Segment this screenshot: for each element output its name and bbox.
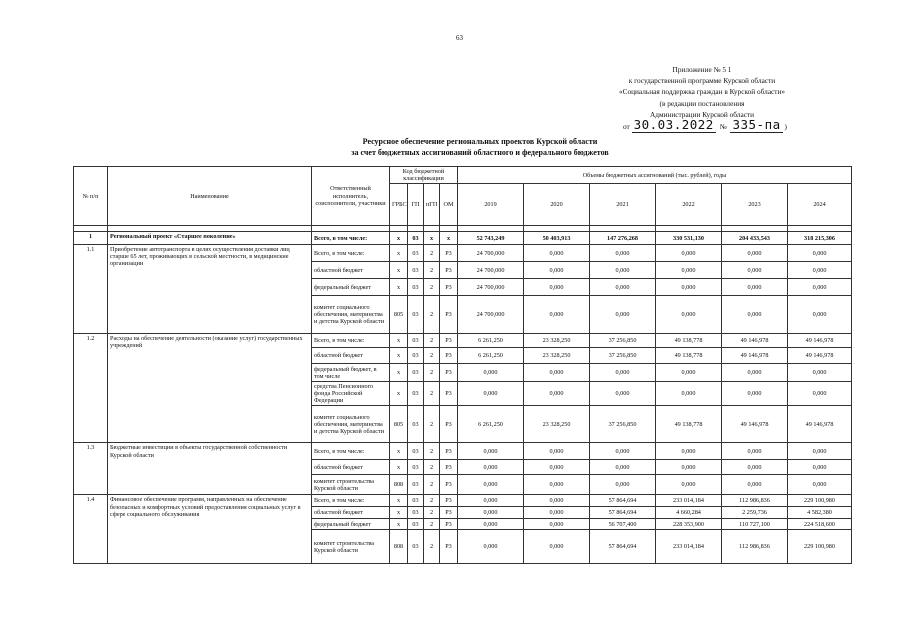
value-cell: 0,000: [524, 460, 590, 475]
code-grbs: 805: [390, 296, 408, 334]
row-number: 1.1: [74, 245, 108, 334]
value-cell: 0,000: [590, 262, 656, 279]
page-number: 63: [456, 34, 463, 42]
value-cell: 330 531,130: [656, 232, 722, 245]
appendix-line: к государственной программе Курской области: [628, 76, 776, 86]
code-grbs: х: [390, 334, 408, 348]
row-name: Финансовое обеспечение программ, направленных на обеспечение безопасных и комфортных условий предоставления социальных услуг в сфере социального обслуживания: [108, 495, 312, 564]
value-cell: 0,000: [524, 382, 590, 406]
code-pgp: 2: [424, 334, 440, 348]
value-cell: 0,000: [788, 382, 852, 406]
code-gp: 03: [408, 475, 424, 495]
header-responsible: Ответственный исполнитель, соисполнители, участники: [312, 167, 390, 226]
code-om: P3: [440, 364, 458, 382]
value-cell: 49 146,978: [788, 406, 852, 443]
code-grbs: х: [390, 245, 408, 262]
responsible-cell: комитет строительства Курской области: [312, 475, 390, 495]
row-name: Бюджетные инвестиции в объекты государственной собственности Курской области: [108, 443, 312, 495]
resolution-number: 335-па: [732, 117, 781, 132]
value-cell: 57 864,694: [590, 495, 656, 507]
value-cell: 49 138,778: [656, 334, 722, 348]
code-pgp: 2: [424, 348, 440, 364]
code-gp: 03: [408, 495, 424, 507]
appendix-block: [577, 64, 827, 120]
row-number: 1.3: [74, 443, 108, 495]
code-pgp: 2: [424, 443, 440, 460]
date-prefix: от: [623, 122, 630, 131]
value-cell: 0,000: [656, 475, 722, 495]
value-cell: 23 328,250: [524, 334, 590, 348]
code-grbs: х: [390, 348, 408, 364]
value-cell: 49 146,978: [788, 334, 852, 348]
value-cell: 0,000: [788, 460, 852, 475]
code-gp: 03: [408, 232, 424, 245]
header-num: № п/п: [74, 167, 108, 226]
value-cell: 6 261,250: [458, 334, 524, 348]
value-cell: 49 138,778: [656, 348, 722, 364]
value-cell: 228 353,900: [656, 519, 722, 530]
code-grbs: х: [390, 460, 408, 475]
value-cell: 0,000: [524, 495, 590, 507]
value-cell: 24 700,000: [458, 296, 524, 334]
header-year: 2022: [656, 184, 722, 226]
value-cell: 0,000: [590, 279, 656, 296]
value-cell: 0,000: [524, 519, 590, 530]
value-cell: 0,000: [656, 460, 722, 475]
code-gp: 03: [408, 406, 424, 443]
responsible-cell: Всего, в том числе:: [312, 232, 390, 245]
responsible-cell: областной бюджет: [312, 262, 390, 279]
value-cell: 0,000: [524, 475, 590, 495]
header-year: 2024: [788, 184, 852, 226]
responsible-cell: Всего, в том числе:: [312, 495, 390, 507]
code-om: P3: [440, 507, 458, 519]
code-om: P3: [440, 279, 458, 296]
value-cell: 0,000: [788, 296, 852, 334]
header-year: 2020: [524, 184, 590, 226]
value-cell: 23 328,250: [524, 406, 590, 443]
value-cell: 0,000: [458, 519, 524, 530]
responsible-cell: федеральный бюджет: [312, 519, 390, 530]
code-gp: 03: [408, 348, 424, 364]
code-om: х: [440, 232, 458, 245]
number-prefix: №: [719, 122, 727, 131]
code-pgp: 2: [424, 495, 440, 507]
code-grbs: х: [390, 507, 408, 519]
value-cell: 147 276,268: [590, 232, 656, 245]
responsible-cell: областной бюджет: [312, 348, 390, 364]
value-cell: 0,000: [524, 296, 590, 334]
appendix-line: Приложение № 5 1: [672, 65, 732, 74]
value-cell: 0,000: [788, 279, 852, 296]
row-number: 1: [74, 232, 108, 245]
value-cell: 52 743,249: [458, 232, 524, 245]
code-pgp: х: [424, 232, 440, 245]
header-code-col: ГРБС: [390, 184, 408, 226]
value-cell: 0,000: [722, 364, 788, 382]
value-cell: 23 328,250: [524, 348, 590, 364]
value-cell: 0,000: [656, 296, 722, 334]
value-cell: 0,000: [722, 262, 788, 279]
code-om: P3: [440, 348, 458, 364]
value-cell: 0,000: [590, 245, 656, 262]
value-cell: 110 727,100: [722, 519, 788, 530]
value-cell: 0,000: [788, 364, 852, 382]
value-cell: 4 660,284: [656, 507, 722, 519]
responsible-cell: Всего, в том числе:: [312, 334, 390, 348]
code-om: P3: [440, 530, 458, 564]
value-cell: 0,000: [458, 382, 524, 406]
code-om: P3: [440, 406, 458, 443]
code-grbs: 805: [390, 406, 408, 443]
value-cell: 49 146,978: [722, 334, 788, 348]
appendix-line: «Социальная поддержка граждан в Курской области»: [618, 87, 786, 97]
value-cell: 57 864,694: [590, 507, 656, 519]
responsible-cell: комитет социального обеспечения, материнства и детства Курской области: [312, 406, 390, 443]
value-cell: 56 707,400: [590, 519, 656, 530]
code-om: P3: [440, 262, 458, 279]
value-cell: 6 261,250: [458, 348, 524, 364]
value-cell: 112 986,836: [722, 495, 788, 507]
value-cell: 0,000: [788, 245, 852, 262]
resolution-date-line: [623, 117, 787, 133]
code-gp: 03: [408, 530, 424, 564]
value-cell: 0,000: [656, 262, 722, 279]
code-grbs: 808: [390, 475, 408, 495]
code-om: P3: [440, 495, 458, 507]
value-cell: 37 256,850: [590, 406, 656, 443]
value-cell: 233 014,184: [656, 495, 722, 507]
code-pgp: 2: [424, 279, 440, 296]
value-cell: 49 146,978: [788, 348, 852, 364]
code-om: P3: [440, 245, 458, 262]
value-cell: 4 582,380: [788, 507, 852, 519]
value-cell: 0,000: [656, 382, 722, 406]
value-cell: 24 700,000: [458, 245, 524, 262]
code-om: P3: [440, 519, 458, 530]
document-title: [180, 136, 780, 158]
appendix-line: Администрации Курской области: [649, 109, 755, 119]
code-pgp: 2: [424, 406, 440, 443]
value-cell: 224 518,600: [788, 519, 852, 530]
code-grbs: х: [390, 262, 408, 279]
value-cell: 0,000: [788, 443, 852, 460]
code-gp: 03: [408, 382, 424, 406]
value-cell: 0,000: [524, 245, 590, 262]
value-cell: 0,000: [722, 245, 788, 262]
responsible-cell: Всего, в том числе:: [312, 443, 390, 460]
value-cell: 0,000: [458, 475, 524, 495]
resource-table: [73, 166, 852, 564]
code-grbs: х: [390, 232, 408, 245]
value-cell: 0,000: [722, 279, 788, 296]
code-om: P3: [440, 382, 458, 406]
value-cell: 0,000: [524, 262, 590, 279]
code-gp: 03: [408, 262, 424, 279]
value-cell: 0,000: [458, 507, 524, 519]
value-cell: 24 700,000: [458, 262, 524, 279]
responsible-cell: комитет строительства Курской области: [312, 530, 390, 564]
code-gp: 03: [408, 460, 424, 475]
code-pgp: 2: [424, 475, 440, 495]
value-cell: 0,000: [524, 507, 590, 519]
value-cell: 6 261,250: [458, 406, 524, 443]
value-cell: 49 146,978: [722, 406, 788, 443]
code-grbs: х: [390, 382, 408, 406]
code-om: P3: [440, 475, 458, 495]
code-om: P3: [440, 334, 458, 348]
header-year: 2021: [590, 184, 656, 226]
value-cell: 49 146,978: [722, 348, 788, 364]
code-pgp: 2: [424, 382, 440, 406]
row-number: 1.2: [74, 334, 108, 443]
value-cell: 0,000: [458, 495, 524, 507]
code-gp: 03: [408, 507, 424, 519]
code-om: P3: [440, 460, 458, 475]
value-cell: 318 215,306: [788, 232, 852, 245]
value-cell: 0,000: [590, 443, 656, 460]
code-pgp: 2: [424, 519, 440, 530]
value-cell: 0,000: [656, 364, 722, 382]
value-cell: 49 138,778: [656, 406, 722, 443]
resolution-date: 30.03.2022: [633, 117, 714, 132]
value-cell: 24 700,000: [458, 279, 524, 296]
title-line-2: за счет бюджетных ассигнований областного и федерального бюджетов: [351, 148, 609, 157]
table-row: [74, 334, 852, 348]
value-cell: 233 014,184: [656, 530, 722, 564]
title-line-1: Ресурсное обеспечение региональных проектов Курской области: [362, 137, 598, 146]
header-code-col: ОМ: [440, 184, 458, 226]
value-cell: 37 256,850: [590, 334, 656, 348]
value-cell: 0,000: [524, 443, 590, 460]
header-volumes: Объемы бюджетных ассигнований (тыс. рублей), годы: [458, 167, 852, 184]
value-cell: 0,000: [788, 262, 852, 279]
value-cell: 0,000: [524, 530, 590, 564]
value-cell: 0,000: [590, 382, 656, 406]
value-cell: 0,000: [524, 279, 590, 296]
value-cell: 204 433,543: [722, 232, 788, 245]
code-pgp: 2: [424, 245, 440, 262]
code-grbs: 808: [390, 530, 408, 564]
responsible-cell: средства Пенсионного фонда Российской Федерации: [312, 382, 390, 406]
responsible-cell: областной бюджет: [312, 507, 390, 519]
value-cell: 0,000: [590, 364, 656, 382]
value-cell: 0,000: [656, 279, 722, 296]
code-om: P3: [440, 296, 458, 334]
value-cell: 229 100,980: [788, 495, 852, 507]
value-cell: 0,000: [590, 460, 656, 475]
value-cell: 0,000: [590, 296, 656, 334]
table-body: [74, 232, 852, 564]
value-cell: 0,000: [458, 530, 524, 564]
code-gp: 03: [408, 519, 424, 530]
code-gp: 03: [408, 296, 424, 334]
code-grbs: х: [390, 443, 408, 460]
value-cell: 37 256,850: [590, 348, 656, 364]
header-code-col: ГП: [408, 184, 424, 226]
value-cell: 229 100,980: [788, 530, 852, 564]
value-cell: 112 986,836: [722, 530, 788, 564]
responsible-cell: федеральный бюджет, в том числе: [312, 364, 390, 382]
value-cell: 0,000: [722, 296, 788, 334]
code-pgp: 2: [424, 364, 440, 382]
row-number: 1.4: [74, 495, 108, 564]
appendix-line: (в редакции постановления: [659, 98, 745, 108]
code-om: P3: [440, 443, 458, 460]
value-cell: 0,000: [590, 475, 656, 495]
responsible-cell: областной бюджет: [312, 460, 390, 475]
code-pgp: 2: [424, 460, 440, 475]
value-cell: 0,000: [656, 443, 722, 460]
value-cell: 0,000: [722, 475, 788, 495]
value-cell: 0,000: [656, 245, 722, 262]
value-cell: 0,000: [458, 364, 524, 382]
code-pgp: 2: [424, 296, 440, 334]
row-name: Приобретение автотранспорта в целях осуществления доставки лиц старше 65 лет, проживающих в сельской местности, в медицинские организации: [108, 245, 312, 334]
value-cell: 0,000: [722, 443, 788, 460]
value-cell: 0,000: [524, 364, 590, 382]
value-cell: 2 259,736: [722, 507, 788, 519]
code-gp: 03: [408, 334, 424, 348]
row-name: Расходы на обеспечение деятельности (оказание услуг) государственных учреждений: [108, 334, 312, 443]
value-cell: 0,000: [458, 460, 524, 475]
value-cell: 57 864,694: [590, 530, 656, 564]
header-year: 2019: [458, 184, 524, 226]
code-grbs: х: [390, 519, 408, 530]
code-grbs: х: [390, 495, 408, 507]
value-cell: 0,000: [458, 443, 524, 460]
value-cell: 0,000: [788, 475, 852, 495]
code-gp: 03: [408, 245, 424, 262]
code-pgp: 2: [424, 507, 440, 519]
table-row: [74, 495, 852, 507]
value-cell: 0,000: [722, 460, 788, 475]
responsible-cell: федеральный бюджет: [312, 279, 390, 296]
value-cell: 50 403,913: [524, 232, 590, 245]
code-grbs: х: [390, 364, 408, 382]
code-pgp: 2: [424, 262, 440, 279]
header-code-col: пГП: [424, 184, 440, 226]
table-row: [74, 443, 852, 460]
code-gp: 03: [408, 443, 424, 460]
table-row: [74, 232, 852, 245]
header-codes: Код бюджетной классификации: [390, 167, 458, 184]
value-cell: 0,000: [722, 382, 788, 406]
header-name: Наименование: [108, 167, 312, 226]
code-gp: 03: [408, 279, 424, 296]
responsible-cell: Всего, в том числе:: [312, 245, 390, 262]
table-row: [74, 245, 852, 262]
header-year: 2023: [722, 184, 788, 226]
row-name: Региональный проект «Старшее поколение»: [108, 232, 312, 245]
code-grbs: х: [390, 279, 408, 296]
close-paren: ): [784, 122, 787, 131]
responsible-cell: комитет социального обеспечения, материнства и детства Курской области: [312, 296, 390, 334]
code-gp: 03: [408, 364, 424, 382]
code-pgp: 2: [424, 530, 440, 564]
